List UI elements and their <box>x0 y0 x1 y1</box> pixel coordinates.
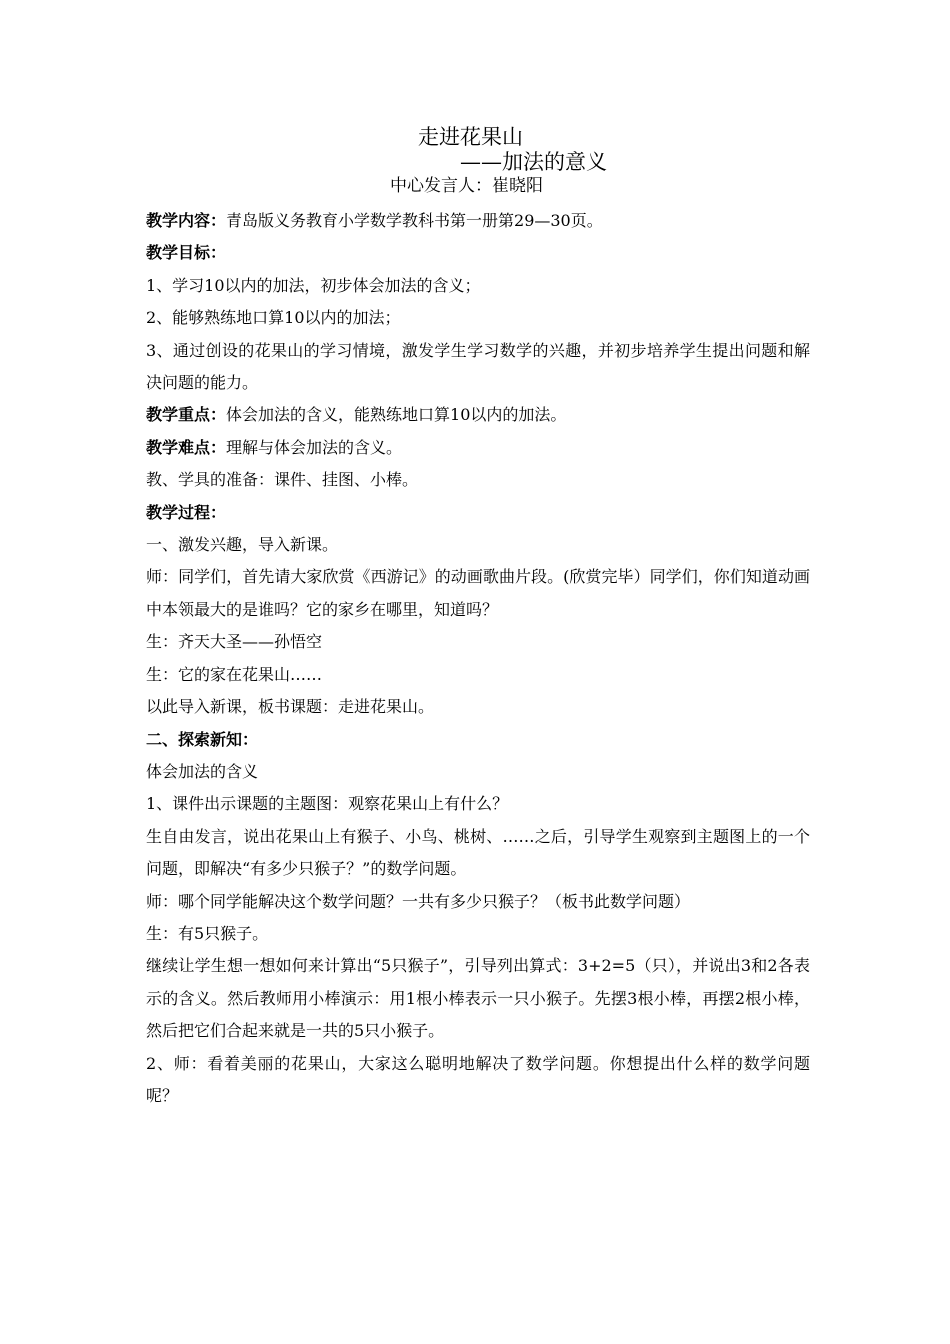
paragraph-teacher-question: 师：哪个同学能解决这个数学问题？一共有多少只猴子？（板书此数学问题） <box>146 891 691 911</box>
difficulty-label: 教学难点： <box>146 437 227 457</box>
difficulty-text: 理解与体会加法的含义。 <box>226 437 403 457</box>
paragraph-student-answer-1: 生：齐天大圣——孙悟空 <box>146 632 323 652</box>
teaching-process-label: 教学过程： <box>146 502 227 522</box>
teaching-content-text: 青岛版义务教育小学数学教科书第一册第29—30页。 <box>226 211 603 230</box>
step-2-heading: 二、探索新知： <box>146 729 259 749</box>
paragraph-teacher-intro: 师：同学们，首先请大家欣赏《西游记》的动画歌曲片段。(欣赏完毕）同学们，你们知道动画中本领最大的是谁吗？它的家乡在哪里，知道吗？ <box>146 567 810 619</box>
goal-3: 3、通过创设的花果山的学习情境，激发学生学习数学的兴趣，并初步培养学生提出问题和解决问题的能力。 <box>146 340 810 393</box>
teaching-content-label: 教学内容： <box>146 211 227 230</box>
paragraph-student-five: 生：有5只猴子。 <box>146 923 269 943</box>
teaching-difficulty <box>146 432 810 464</box>
key-point-text: 体会加法的含义，能熟练地口算10以内的加法。 <box>226 405 567 425</box>
paragraph-free-speech: 生自由发言，说出花果山上有猴子、小鸟、桃树、……之后，引导学生观察到主题图上的一个问题，即解决“有多少只猴子？”的数学问题。 <box>146 826 810 879</box>
teaching-goals-label: 教学目标： <box>146 243 227 263</box>
paragraph-student-answer-2: 生：它的家在花果山…… <box>146 664 323 684</box>
doc-subtitle: ——加法的意义 <box>460 150 607 174</box>
teaching-content <box>146 205 810 237</box>
goal-2: 2、能够熟练地口算10以内的加法； <box>146 308 401 328</box>
teaching-tools: 教、学具的准备：课件、挂图、小棒。 <box>146 470 419 490</box>
goal-1: 1、学习10以内的加法，初步体会加法的含义； <box>146 275 481 295</box>
doc-speaker: 中心发言人：崔晓阳 <box>390 176 543 196</box>
paragraph-courseware: 1、课件出示课题的主题图：观察花果山上有什么？ <box>146 794 509 814</box>
step-1-heading: 一、激发兴趣，导入新课。 <box>146 535 339 555</box>
teaching-key-point <box>146 399 810 431</box>
paragraph-calculation: 继续让学生想一想如何来计算出“5只猴子”，引导列出算式：3+2=5（只），并说出3和2各表示的含义。然后教师用小棒演示：用1根小棒表示一只小猴子。先摆3根小棒，再摆2根小棒，然后把它们合起来就是一共的5只小猴子。 <box>146 956 810 1041</box>
doc-title: 走进花果山 <box>418 125 523 149</box>
paragraph-addition-meaning: 体会加法的含义 <box>146 761 259 781</box>
document-body <box>146 205 810 1112</box>
paragraph-lead-in: 以此导入新课，板书课题：走进花果山。 <box>146 697 435 717</box>
paragraph-teacher-prompt: 2、师：看着美丽的花果山，大家这么聪明地解决了数学问题。你想提出什么样的数学问题呢？ <box>146 1053 810 1105</box>
key-point-label: 教学重点： <box>146 405 227 425</box>
